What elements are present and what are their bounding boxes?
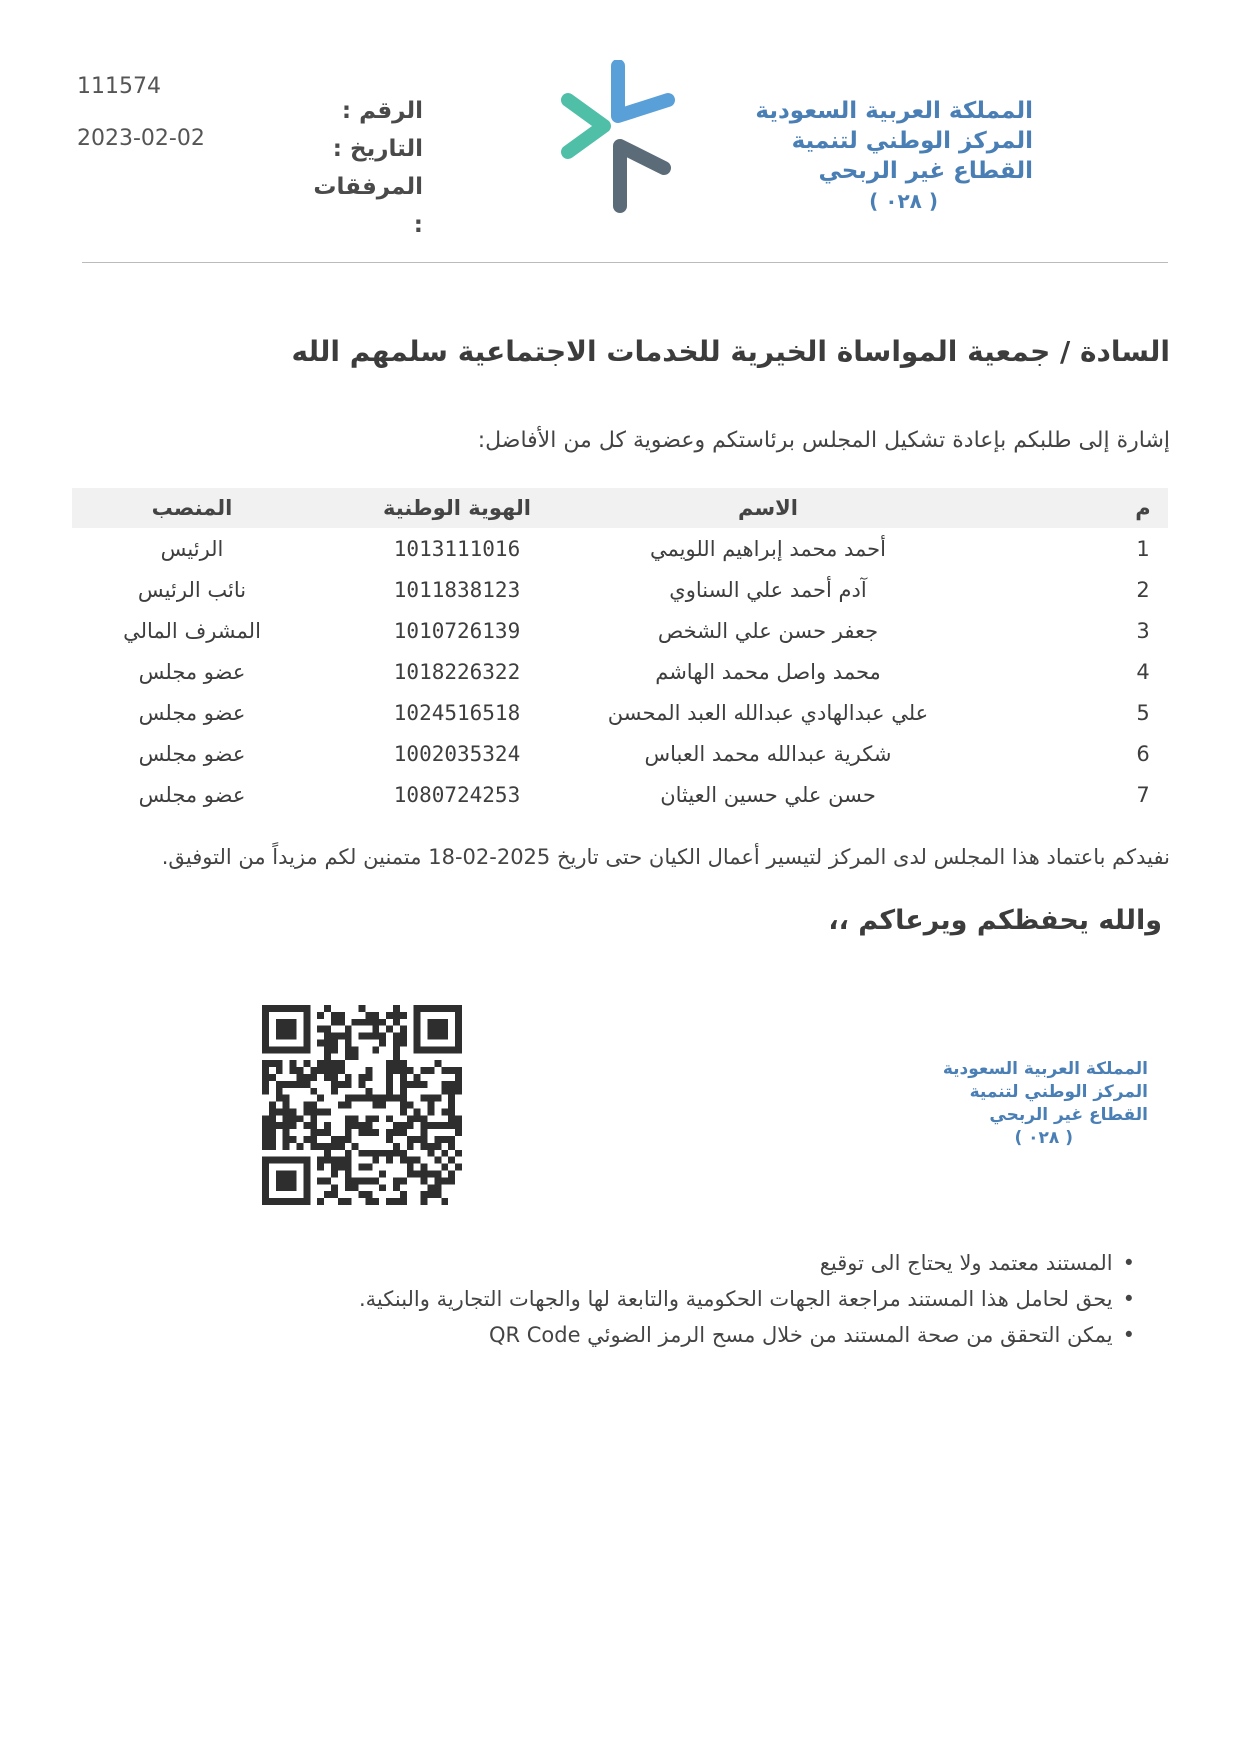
org-line: المركز الوطني لتنمية: [969, 1082, 1148, 1102]
intro-text: إشارة إلى طلبكم بإعادة تشكيل المجلس برئاستكم وعضوية كل من الأفاضل:: [477, 428, 1170, 453]
row-id: 1013111016: [393, 536, 521, 561]
date-label: التاريخ :: [332, 136, 423, 162]
number-value: 111574: [77, 74, 161, 99]
note-item: [235, 1281, 1135, 1317]
row-id: 1011838123: [393, 577, 521, 602]
document-notes: [235, 1245, 1135, 1353]
row-name: شكرية عبدالله محمد العباس: [644, 741, 892, 766]
table-row: [72, 610, 1168, 651]
row-id: 1010726139: [393, 618, 521, 643]
row-name: أحمد محمد إبراهيم اللويمي: [650, 536, 886, 561]
ncnp-logo: [560, 60, 680, 215]
row-id: 1024516518: [393, 700, 521, 725]
salutation: السادة / جمعية المواساة الخيرية للخدمات الاجتماعية سلمهم الله: [291, 335, 1170, 368]
note-item: [235, 1317, 1135, 1353]
row-name: حسن علي حسين العيثان: [660, 782, 876, 807]
org-line: المملكة العربية السعودية: [942, 1059, 1148, 1079]
row-position: عضو مجلس: [138, 700, 246, 725]
approval-notice: نفيدكم باعتماد هذا المجلس لدى المركز لتيسير أعمال الكيان حتى تاريخ 2025-02-18 متمنين لكم مزيداً من التوفيق.: [161, 845, 1170, 869]
row-position: الرئيس: [160, 536, 224, 561]
bullet-icon: •: [1122, 1287, 1135, 1311]
row-id: 1080724253: [393, 782, 521, 807]
row-position: عضو مجلس: [138, 741, 246, 766]
qr-code-icon: [262, 1005, 462, 1205]
row-num: 2: [1136, 577, 1150, 602]
header-position: المنصب: [151, 496, 233, 520]
org-line: القطاع غير الربحي: [818, 158, 1033, 184]
date-value: 2023-02-02: [77, 126, 205, 151]
org-line: المملكة العربية السعودية: [755, 98, 1033, 124]
table-row: [72, 651, 1168, 692]
meta-labels: [300, 92, 423, 244]
row-name: علي عبدالهادي عبدالله العبد المحسن: [607, 700, 929, 725]
row-num: 5: [1136, 700, 1150, 725]
row-position: نائب الرئيس: [137, 577, 247, 602]
number-label: الرقم :: [341, 98, 423, 124]
header-id: الهوية الوطنية: [383, 496, 531, 520]
row-num: 6: [1136, 741, 1150, 766]
bullet-icon: •: [1122, 1323, 1135, 1347]
row-position: المشرف المالي: [123, 618, 261, 643]
row-position: عضو مجلس: [138, 659, 246, 684]
table-header: [72, 488, 1168, 528]
org-line: القطاع غير الربحي: [989, 1105, 1148, 1125]
row-id: 1018226322: [393, 659, 521, 684]
row-position: عضو مجلس: [138, 782, 246, 807]
row-num: 7: [1136, 782, 1150, 807]
note-item: [235, 1245, 1135, 1281]
org-name-block: [733, 96, 1033, 216]
table-row: [72, 528, 1168, 569]
row-name: محمد واصل محمد الهاشم: [655, 659, 881, 684]
note-text: المستند معتمد ولا يحتاج الى توقيع: [819, 1251, 1113, 1275]
row-name: جعفر حسن علي الشخص: [657, 618, 879, 643]
row-num: 1: [1136, 536, 1150, 561]
note-text: يمكن التحقق من صحة المستند من خلال مسح الرمز الضوئي QR Code: [488, 1323, 1113, 1347]
row-num: 3: [1136, 618, 1150, 643]
org-line: المركز الوطني لتنمية: [791, 128, 1033, 154]
header-name: الاسم: [738, 496, 798, 520]
note-text: يحق لحامل هذا المستند مراجعة الجهات الحكومية والتابعة لها والجهات التجارية والبنكية.: [358, 1287, 1113, 1311]
row-num: 4: [1136, 659, 1150, 684]
header-num: م: [1135, 496, 1151, 520]
org-code: ( ٠٢٨ ): [869, 189, 938, 213]
row-id: 1002035324: [393, 741, 521, 766]
row-name: آدم أحمد علي السناوي: [669, 577, 867, 602]
table-row: [72, 774, 1168, 815]
table-row: [72, 569, 1168, 610]
board-members-table: [72, 488, 1168, 815]
bullet-icon: •: [1122, 1251, 1135, 1275]
table-row: [72, 733, 1168, 774]
meta-values: [77, 72, 257, 176]
closing-greeting: والله يحفظكم ويرعاكم ،،: [828, 905, 1162, 936]
attachments-label: المرفقات :: [313, 174, 423, 238]
org-code: ( ٠٢٨ ): [1014, 1128, 1073, 1148]
header-divider: [82, 262, 1168, 263]
table-row: [72, 692, 1168, 733]
footer-org-block: [943, 1058, 1148, 1150]
